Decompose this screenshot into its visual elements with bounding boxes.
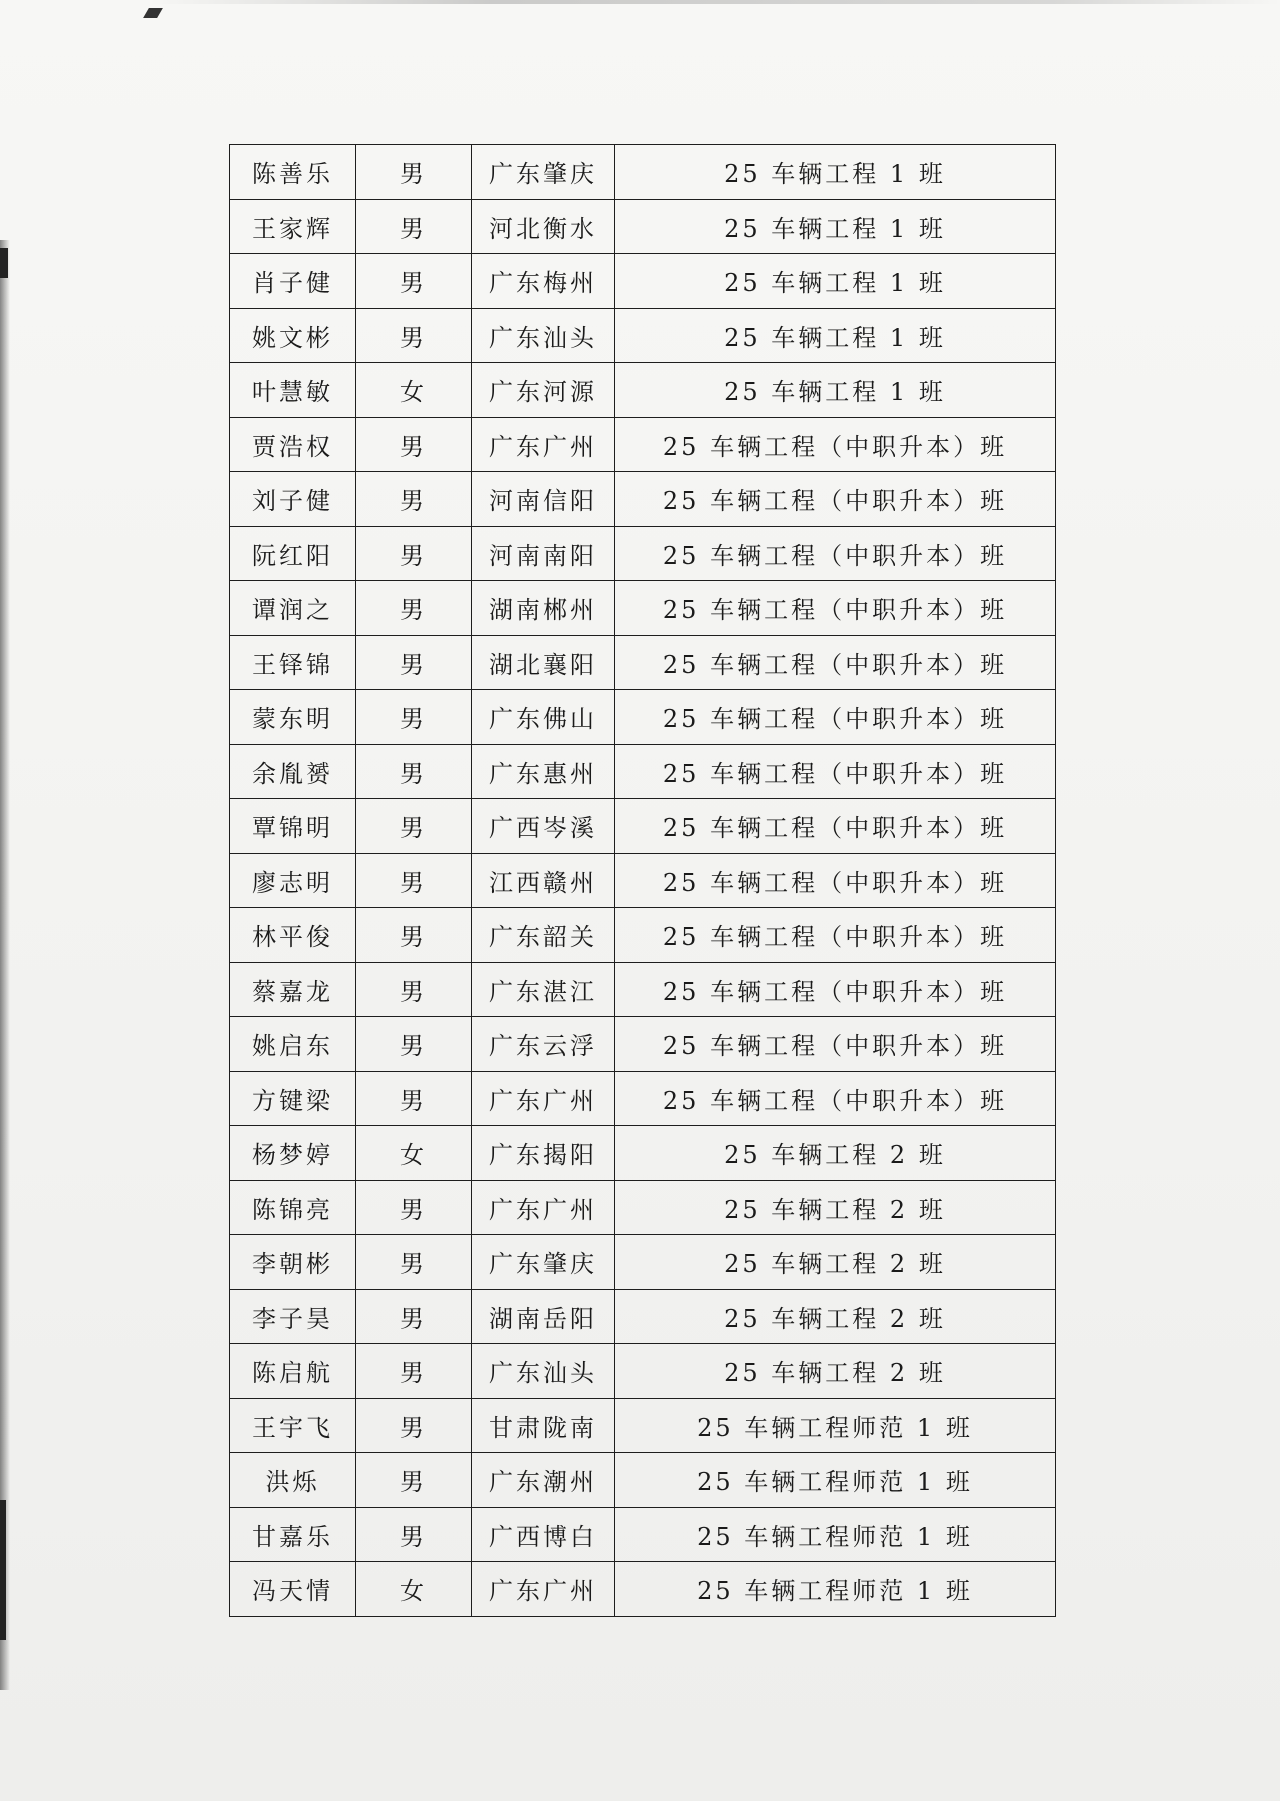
- table-row: [230, 417, 1056, 472]
- origin-cell: 广东湛江: [472, 962, 615, 1017]
- origin-cell: 河南信阳: [472, 472, 615, 527]
- gender-cell: 男: [356, 635, 472, 690]
- origin-cell: 广西博白: [472, 1507, 615, 1562]
- origin-cell: 广东汕头: [472, 308, 615, 363]
- table-row: [230, 145, 1056, 200]
- class-cell: 25 车辆工程 1 班: [615, 145, 1056, 200]
- student-name-cell: 蔡嘉龙: [230, 962, 356, 1017]
- origin-cell: 广东潮州: [472, 1453, 615, 1508]
- origin-cell: 河北衡水: [472, 199, 615, 254]
- gender-cell: 女: [356, 1126, 472, 1181]
- class-cell: 25 车辆工程 1 班: [615, 363, 1056, 418]
- table-row: [230, 744, 1056, 799]
- class-cell: 25 车辆工程（中职升本）班: [615, 1071, 1056, 1126]
- table-row: [230, 1398, 1056, 1453]
- origin-cell: 广东梅州: [472, 254, 615, 309]
- class-cell: 25 车辆工程 1 班: [615, 308, 1056, 363]
- table-row: [230, 199, 1056, 254]
- student-name-cell: 甘嘉乐: [230, 1507, 356, 1562]
- scan-mark: [143, 8, 163, 18]
- class-cell: 25 车辆工程（中职升本）班: [615, 690, 1056, 745]
- table-row: [230, 635, 1056, 690]
- student-name-cell: 蒙东明: [230, 690, 356, 745]
- student-name-cell: 刘子健: [230, 472, 356, 527]
- table-row: [230, 581, 1056, 636]
- student-name-cell: 余胤赟: [230, 744, 356, 799]
- student-name-cell: 陈锦亮: [230, 1180, 356, 1235]
- table-row: [230, 1180, 1056, 1235]
- table-row: [230, 962, 1056, 1017]
- student-name-cell: 杨梦婷: [230, 1126, 356, 1181]
- gender-cell: 女: [356, 363, 472, 418]
- gender-cell: 男: [356, 1344, 472, 1399]
- gender-cell: 男: [356, 962, 472, 1017]
- class-cell: 25 车辆工程（中职升本）班: [615, 962, 1056, 1017]
- gender-cell: 男: [356, 526, 472, 581]
- class-cell: 25 车辆工程 2 班: [615, 1289, 1056, 1344]
- origin-cell: 湖北襄阳: [472, 635, 615, 690]
- student-name-cell: 林平俊: [230, 908, 356, 963]
- student-name-cell: 覃锦明: [230, 799, 356, 854]
- gender-cell: 男: [356, 199, 472, 254]
- origin-cell: 广东佛山: [472, 690, 615, 745]
- class-cell: 25 车辆工程（中职升本）班: [615, 799, 1056, 854]
- student-name-cell: 姚文彬: [230, 308, 356, 363]
- table-row: [230, 853, 1056, 908]
- student-name-cell: 肖子健: [230, 254, 356, 309]
- origin-cell: 广东惠州: [472, 744, 615, 799]
- student-name-cell: 王宇飞: [230, 1398, 356, 1453]
- origin-cell: 广西岑溪: [472, 799, 615, 854]
- student-name-cell: 李朝彬: [230, 1235, 356, 1290]
- student-name-cell: 廖志明: [230, 853, 356, 908]
- class-cell: 25 车辆工程师范 1 班: [615, 1398, 1056, 1453]
- gender-cell: 男: [356, 799, 472, 854]
- table-row: [230, 1562, 1056, 1617]
- class-cell: 25 车辆工程（中职升本）班: [615, 1017, 1056, 1072]
- roster-body: [230, 145, 1056, 1617]
- scan-mark: [0, 1500, 6, 1640]
- origin-cell: 广东肇庆: [472, 145, 615, 200]
- class-cell: 25 车辆工程 2 班: [615, 1344, 1056, 1399]
- gender-cell: 男: [356, 254, 472, 309]
- origin-cell: 广东肇庆: [472, 1235, 615, 1290]
- class-cell: 25 车辆工程（中职升本）班: [615, 472, 1056, 527]
- student-name-cell: 叶慧敏: [230, 363, 356, 418]
- gender-cell: 男: [356, 581, 472, 636]
- table-row: [230, 363, 1056, 418]
- gender-cell: 男: [356, 1180, 472, 1235]
- gender-cell: 男: [356, 472, 472, 527]
- student-name-cell: 王铎锦: [230, 635, 356, 690]
- student-name-cell: 李子昊: [230, 1289, 356, 1344]
- gender-cell: 男: [356, 1071, 472, 1126]
- class-cell: 25 车辆工程师范 1 班: [615, 1453, 1056, 1508]
- class-cell: 25 车辆工程（中职升本）班: [615, 635, 1056, 690]
- origin-cell: 甘肃陇南: [472, 1398, 615, 1453]
- class-cell: 25 车辆工程（中职升本）班: [615, 908, 1056, 963]
- class-cell: 25 车辆工程（中职升本）班: [615, 417, 1056, 472]
- gender-cell: 男: [356, 1453, 472, 1508]
- gender-cell: 男: [356, 145, 472, 200]
- gender-cell: 男: [356, 744, 472, 799]
- origin-cell: 广东广州: [472, 417, 615, 472]
- class-cell: 25 车辆工程 1 班: [615, 254, 1056, 309]
- class-cell: 25 车辆工程师范 1 班: [615, 1562, 1056, 1617]
- origin-cell: 广东韶关: [472, 908, 615, 963]
- table-row: [230, 1235, 1056, 1290]
- student-name-cell: 洪烁: [230, 1453, 356, 1508]
- class-cell: 25 车辆工程（中职升本）班: [615, 526, 1056, 581]
- table-row: [230, 1126, 1056, 1181]
- origin-cell: 广东广州: [472, 1562, 615, 1617]
- table-row: [230, 308, 1056, 363]
- origin-cell: 江西赣州: [472, 853, 615, 908]
- origin-cell: 湖南岳阳: [472, 1289, 615, 1344]
- origin-cell: 广东河源: [472, 363, 615, 418]
- class-cell: 25 车辆工程（中职升本）班: [615, 853, 1056, 908]
- gender-cell: 男: [356, 1507, 472, 1562]
- gender-cell: 男: [356, 1017, 472, 1072]
- table-row: [230, 690, 1056, 745]
- gender-cell: 男: [356, 1289, 472, 1344]
- student-name-cell: 陈善乐: [230, 145, 356, 200]
- gender-cell: 男: [356, 1398, 472, 1453]
- table-row: [230, 908, 1056, 963]
- gender-cell: 男: [356, 690, 472, 745]
- gender-cell: 女: [356, 1562, 472, 1617]
- table-row: [230, 472, 1056, 527]
- student-name-cell: 姚启东: [230, 1017, 356, 1072]
- student-name-cell: 冯天情: [230, 1562, 356, 1617]
- table-row: [230, 1071, 1056, 1126]
- class-cell: 25 车辆工程 1 班: [615, 199, 1056, 254]
- table-row: [230, 1289, 1056, 1344]
- origin-cell: 广东云浮: [472, 1017, 615, 1072]
- table-row: [230, 1507, 1056, 1562]
- gender-cell: 男: [356, 908, 472, 963]
- table-row: [230, 254, 1056, 309]
- table-row: [230, 1453, 1056, 1508]
- class-cell: 25 车辆工程 2 班: [615, 1126, 1056, 1181]
- origin-cell: 广东汕头: [472, 1344, 615, 1399]
- origin-cell: 广东广州: [472, 1180, 615, 1235]
- scan-mark: [0, 248, 8, 278]
- gender-cell: 男: [356, 308, 472, 363]
- origin-cell: 河南南阳: [472, 526, 615, 581]
- student-name-cell: 方键梁: [230, 1071, 356, 1126]
- student-name-cell: 阮红阳: [230, 526, 356, 581]
- gender-cell: 男: [356, 417, 472, 472]
- student-name-cell: 王家辉: [230, 199, 356, 254]
- student-name-cell: 谭润之: [230, 581, 356, 636]
- gender-cell: 男: [356, 853, 472, 908]
- scan-edge-top: [150, 0, 1280, 4]
- table-row: [230, 1344, 1056, 1399]
- origin-cell: 广东揭阳: [472, 1126, 615, 1181]
- origin-cell: 湖南郴州: [472, 581, 615, 636]
- class-cell: 25 车辆工程（中职升本）班: [615, 581, 1056, 636]
- class-cell: 25 车辆工程 2 班: [615, 1235, 1056, 1290]
- scan-edge-left: [0, 240, 10, 1690]
- student-name-cell: 陈启航: [230, 1344, 356, 1399]
- student-name-cell: 贾浩权: [230, 417, 356, 472]
- origin-cell: 广东广州: [472, 1071, 615, 1126]
- table-row: [230, 526, 1056, 581]
- table-row: [230, 1017, 1056, 1072]
- table-row: [230, 799, 1056, 854]
- gender-cell: 男: [356, 1235, 472, 1290]
- student-roster-table: [229, 144, 1056, 1617]
- class-cell: 25 车辆工程师范 1 班: [615, 1507, 1056, 1562]
- class-cell: 25 车辆工程 2 班: [615, 1180, 1056, 1235]
- class-cell: 25 车辆工程（中职升本）班: [615, 744, 1056, 799]
